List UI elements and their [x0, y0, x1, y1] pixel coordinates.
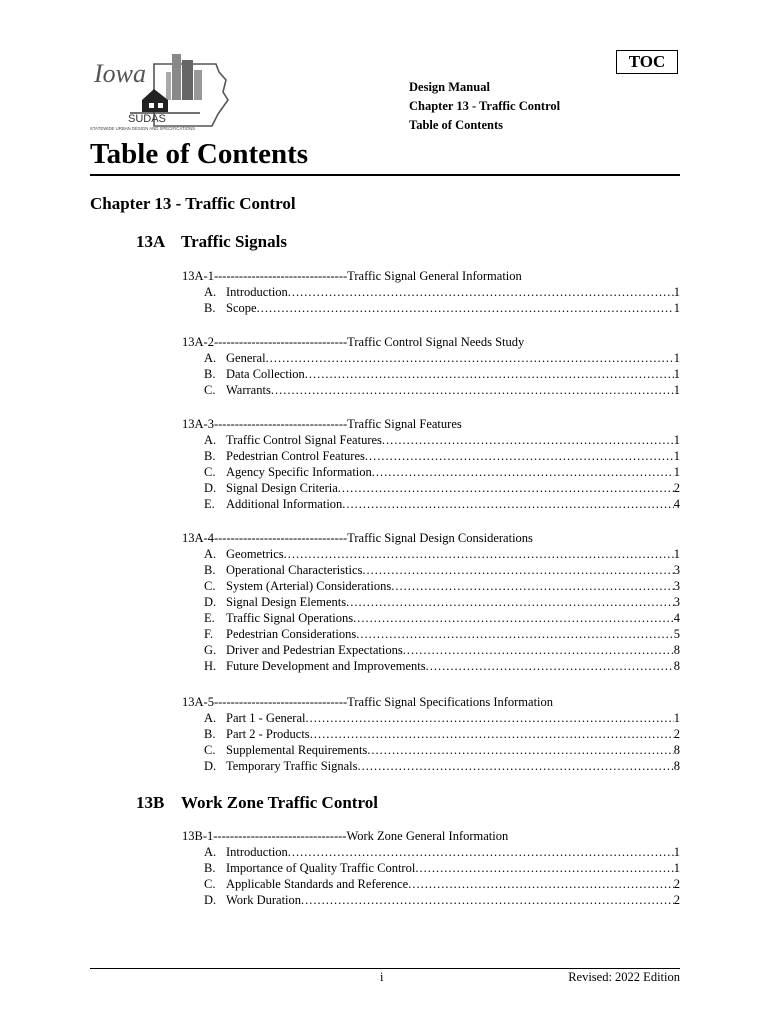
toc-group-code: 13A-3	[182, 417, 214, 431]
toc-group-heading[interactable]	[182, 416, 680, 432]
logo-brand: Iowa	[94, 59, 146, 88]
toc-entry-page: 2	[673, 877, 680, 891]
toc-entry-letter: F.	[204, 627, 214, 641]
toc-group-title: Work Zone General Information	[346, 829, 509, 843]
toc-entry-page: 1	[673, 285, 680, 299]
toc-entry-label: Traffic Control Signal Features	[226, 433, 382, 447]
toc-entry[interactable]	[182, 876, 680, 892]
toc-group-separator: --------------------------------	[213, 695, 348, 709]
toc-entry-leader	[288, 844, 674, 860]
toc-group-13a-5	[182, 694, 680, 774]
toc-entry-label: Supplemental Requirements	[226, 743, 368, 757]
toc-group-separator: --------------------------------	[213, 269, 348, 283]
toc-entry[interactable]	[182, 432, 680, 448]
toc-entry[interactable]	[182, 464, 680, 480]
toc-entry-label: Work Duration	[226, 893, 302, 907]
toc-entry-page: 8	[673, 659, 680, 673]
toc-entry-leader	[391, 578, 674, 594]
toc-entry-label: Data Collection	[226, 367, 305, 381]
toc-group-13a-1	[182, 268, 680, 316]
toc-entry-letter: B.	[204, 449, 216, 463]
toc-entry-letter: C.	[204, 383, 216, 397]
toc-entry-label: Scope	[226, 301, 257, 315]
toc-entry-label: Introduction	[226, 845, 288, 859]
toc-entry-page: 8	[673, 743, 680, 757]
toc-group-separator: --------------------------------	[213, 417, 348, 431]
toc-entry-letter: H.	[204, 659, 217, 673]
toc-entry-page: 2	[673, 481, 680, 495]
toc-entry-leader	[271, 382, 674, 398]
toc-entry-page: 2	[673, 727, 680, 741]
toc-entry[interactable]	[182, 448, 680, 464]
toc-entry-page: 1	[673, 861, 680, 875]
toc-entry-leader	[367, 742, 673, 758]
toc-entry-label: Operational Characteristics	[226, 563, 363, 577]
toc-group-title: Traffic Signal Specifications Information	[347, 695, 554, 709]
header-doc: Table of Contents	[409, 118, 503, 132]
toc-entry-page: 8	[673, 643, 680, 657]
toc-entry-label: Signal Design Elements	[226, 595, 347, 609]
toc-group-title: Traffic Signal General Information	[347, 269, 522, 283]
toc-entry-letter: E.	[204, 497, 215, 511]
title-divider	[90, 174, 680, 176]
toc-entry-leader	[305, 366, 674, 382]
toc-entry[interactable]	[182, 578, 680, 594]
toc-group-title: Traffic Signal Features	[347, 417, 462, 431]
toc-entry-page: 1	[673, 433, 680, 447]
toc-entry-page: 4	[673, 497, 680, 511]
toc-group-heading[interactable]	[182, 268, 680, 284]
toc-entry-letter: B.	[204, 727, 216, 741]
toc-entry[interactable]	[182, 892, 680, 908]
toc-entry-label: Agency Specific Information	[226, 465, 372, 479]
toc-entry-label: General	[226, 351, 266, 365]
toc-entry-leader	[403, 642, 674, 658]
toc-entry[interactable]	[182, 726, 680, 742]
toc-entry-letter: A.	[204, 845, 217, 859]
toc-entry[interactable]	[182, 366, 680, 382]
toc-entry[interactable]	[182, 658, 680, 674]
footer-divider	[90, 968, 680, 969]
toc-entry[interactable]	[182, 546, 680, 562]
toc-entry-leader	[301, 892, 674, 908]
section-heading-13a	[136, 232, 287, 252]
toc-entry[interactable]	[182, 758, 680, 774]
toc-group-13a-3	[182, 416, 680, 512]
toc-entry-page: 8	[673, 759, 680, 773]
toc-group-code: 13A-1	[182, 269, 214, 283]
toc-entry-page: 3	[673, 579, 680, 593]
toc-entry-letter: C.	[204, 743, 216, 757]
section-title: Traffic Signals	[181, 232, 287, 251]
toc-button[interactable]: TOC	[616, 50, 678, 74]
toc-entry-letter: A.	[204, 711, 217, 725]
toc-entry-leader	[257, 300, 674, 316]
toc-entry-label: Pedestrian Control Features	[226, 449, 365, 463]
toc-entry-label: Traffic Signal Operations	[226, 611, 354, 625]
toc-entry[interactable]	[182, 496, 680, 512]
toc-entry-leader	[346, 594, 674, 610]
toc-entry-letter: B.	[204, 861, 216, 875]
toc-group-title: Traffic Signal Design Considerations	[347, 531, 533, 545]
toc-entry-leader	[415, 860, 673, 876]
toc-entry-label: Applicable Standards and Reference	[226, 877, 409, 891]
section-code: 13B	[136, 793, 165, 812]
footer-page-number: i	[380, 970, 384, 984]
toc-entry-page: 3	[673, 563, 680, 577]
toc-entry-page: 1	[673, 845, 680, 859]
toc-group-code: 13B-1	[182, 829, 214, 843]
toc-group-code: 13A-5	[182, 695, 214, 709]
logo-tagline: STATEWIDE URBAN DESIGN AND SPECIFICATIONS	[90, 126, 196, 131]
toc-entry[interactable]	[182, 742, 680, 758]
toc-entry-label: Driver and Pedestrian Expectations	[226, 643, 403, 657]
toc-entry[interactable]	[182, 642, 680, 658]
toc-entry-page: 1	[673, 383, 680, 397]
toc-entry-page: 1	[673, 711, 680, 725]
toc-entry[interactable]	[182, 300, 680, 316]
toc-entry-page: 4	[673, 611, 680, 625]
toc-entry-letter: G.	[204, 643, 217, 657]
header-manual: Design Manual	[409, 80, 490, 94]
toc-entry[interactable]	[182, 610, 680, 626]
toc-entry-leader	[408, 876, 674, 892]
toc-entry-label: Additional Information	[226, 497, 343, 511]
toc-entry-leader	[284, 546, 674, 562]
toc-entry-leader	[372, 464, 674, 480]
toc-entry-leader	[342, 496, 673, 512]
toc-entry-letter: A.	[204, 433, 217, 447]
toc-entry-page: 3	[673, 595, 680, 609]
toc-entry-letter: A.	[204, 351, 217, 365]
toc-entry-page: 1	[673, 449, 680, 463]
toc-entry-letter: B.	[204, 367, 216, 381]
toc-group-heading[interactable]	[182, 530, 680, 546]
toc-entry-letter: B.	[204, 301, 216, 315]
toc-entry-label: Future Development and Improvements	[226, 659, 426, 673]
toc-group-title: Traffic Control Signal Needs Study	[347, 335, 525, 349]
toc-entry-label: Warrants	[226, 383, 271, 397]
toc-group-separator: --------------------------------	[213, 829, 347, 843]
footer-revision: Revised: 2022 Edition	[568, 970, 680, 984]
toc-entry[interactable]	[182, 350, 680, 366]
toc-entry[interactable]	[182, 710, 680, 726]
section-title: Work Zone Traffic Control	[181, 793, 378, 812]
toc-entry-leader	[305, 710, 673, 726]
toc-entry-leader	[310, 726, 674, 742]
page-title: Table of Contents	[90, 138, 309, 170]
toc-group-code: 13A-2	[182, 335, 214, 349]
toc-entry-letter: E.	[204, 611, 215, 625]
toc-group-13a-2	[182, 334, 680, 398]
toc-entry-label: Part 1 - General	[226, 711, 306, 725]
toc-entry[interactable]	[182, 382, 680, 398]
toc-entry-page: 1	[673, 547, 680, 561]
toc-entry-label: Introduction	[226, 285, 288, 299]
toc-entry-leader	[356, 626, 674, 642]
toc-entry-label: Signal Design Criteria	[226, 481, 338, 495]
toc-entry-page: 1	[673, 351, 680, 365]
toc-entry-letter: D.	[204, 893, 217, 907]
toc-entry-leader	[362, 562, 673, 578]
building-icon	[172, 54, 181, 100]
toc-entry-letter: D.	[204, 595, 217, 609]
toc-entry-letter: D.	[204, 481, 217, 495]
toc-entry[interactable]	[182, 860, 680, 876]
toc-entry-leader	[426, 658, 674, 674]
toc-entry-label: Temporary Traffic Signals	[226, 759, 358, 773]
toc-entry[interactable]	[182, 562, 680, 578]
toc-group-13b-1	[182, 828, 680, 908]
toc-entry-label: Importance of Quality Traffic Control	[226, 861, 416, 875]
toc-entry-page: 5	[673, 627, 680, 641]
toc-entry[interactable]	[182, 626, 680, 642]
toc-entry-letter: C.	[204, 465, 216, 479]
toc-entry-page: 1	[673, 367, 680, 381]
toc-entry-page: 1	[673, 301, 680, 315]
toc-entry-label: Part 2 - Products	[226, 727, 310, 741]
logo-name: SUDAS	[128, 113, 166, 125]
toc-entry-leader	[353, 610, 674, 626]
toc-entry-letter: B.	[204, 563, 216, 577]
toc-entry-label: Geometrics	[226, 547, 284, 561]
toc-entry-letter: C.	[204, 877, 216, 891]
chapter-heading: Chapter 13 - Traffic Control	[90, 194, 296, 213]
toc-entry-leader	[358, 758, 674, 774]
toc-entry-leader	[266, 350, 674, 366]
iowa-sudas-logo	[90, 50, 230, 132]
toc-entry-leader	[365, 448, 674, 464]
toc-entry-letter: A.	[204, 547, 217, 561]
toc-entry-label: Pedestrian Considerations	[226, 627, 357, 641]
toc-entry-leader	[382, 432, 674, 448]
toc-group-code: 13A-4	[182, 531, 214, 545]
document-header	[409, 78, 560, 135]
toc-group-13a-4	[182, 530, 680, 674]
toc-entry[interactable]	[182, 594, 680, 610]
toc-group-separator: --------------------------------	[213, 531, 348, 545]
toc-entry-letter: A.	[204, 285, 217, 299]
toc-entry[interactable]	[182, 284, 680, 300]
toc-entry-letter: D.	[204, 759, 217, 773]
toc-group-heading[interactable]	[182, 334, 680, 350]
toc-entry-leader	[338, 480, 674, 496]
toc-entry-letter: C.	[204, 579, 216, 593]
toc-entry-leader	[288, 284, 674, 300]
toc-group-heading[interactable]	[182, 694, 680, 710]
toc-group-separator: --------------------------------	[213, 335, 348, 349]
toc-entry-page: 1	[673, 465, 680, 479]
toc-entry-page: 2	[673, 893, 680, 907]
section-code: 13A	[136, 232, 166, 251]
header-chapter: Chapter 13 - Traffic Control	[409, 99, 561, 113]
toc-group-heading[interactable]	[182, 828, 680, 844]
toc-entry[interactable]	[182, 480, 680, 496]
toc-entry[interactable]	[182, 844, 680, 860]
section-heading-13b	[136, 793, 378, 813]
toc-entry-label: System (Arterial) Considerations	[226, 579, 392, 593]
